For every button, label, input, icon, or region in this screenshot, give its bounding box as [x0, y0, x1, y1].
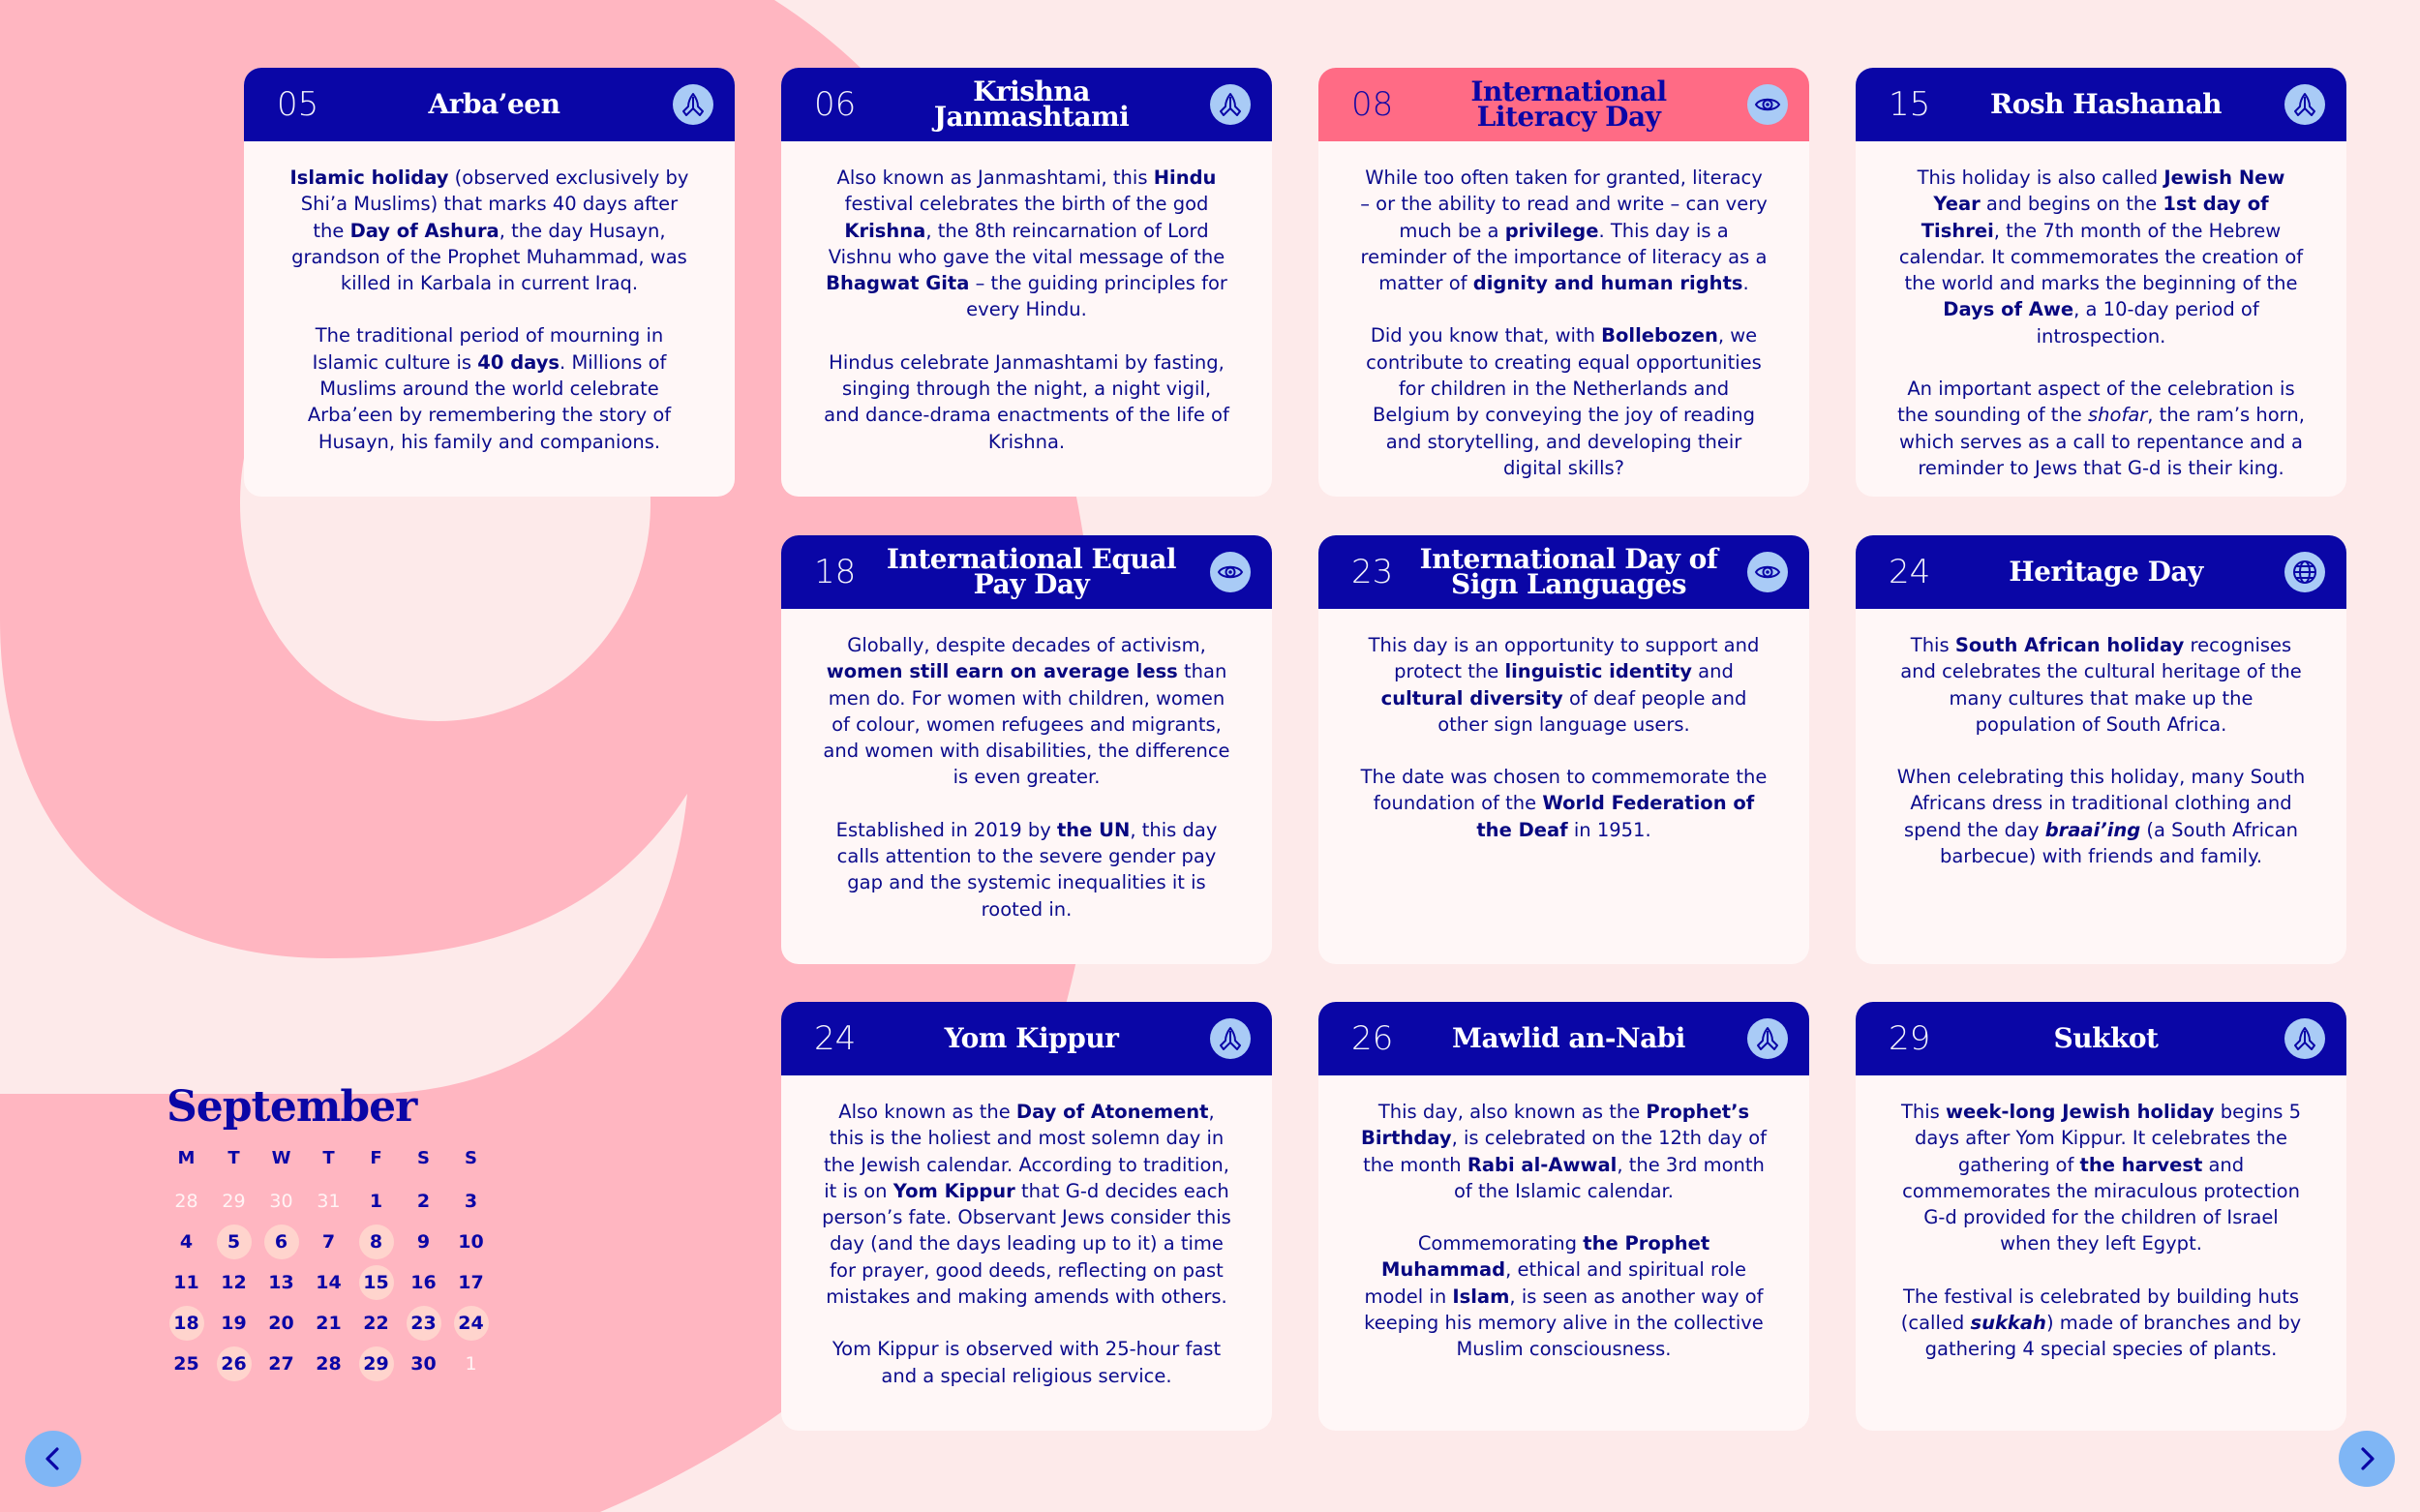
calendar-day-number: 30 [410, 1353, 437, 1375]
next-month-button[interactable] [2339, 1431, 2395, 1487]
calendar-day[interactable] [305, 1344, 352, 1384]
text-run: festival celebrates the birth of the god [844, 193, 1209, 216]
calendar-day[interactable] [163, 1262, 210, 1303]
text-run: , this day calls attention to the severe gender pay gap and the systemic inequalities it is rooted in. [836, 818, 1218, 921]
calendar-day-number: 5 [217, 1225, 252, 1259]
calendar-day-number: 28 [174, 1191, 198, 1212]
calendar-day[interactable] [400, 1344, 447, 1384]
card-paragraph [822, 349, 1231, 455]
card-title: Rosh Hashanah [1989, 88, 2223, 120]
emphasis-run: 40 days [477, 350, 560, 374]
emphasis-run: World Federation of the Deaf [1476, 792, 1755, 841]
card-description [781, 141, 1272, 497]
card-title: Sukkot [2053, 1022, 2159, 1054]
emphasis-run: Day of Ashura [349, 219, 499, 242]
calendar-day-number: 1 [465, 1353, 477, 1375]
text-run: recognises and celebrates the cultural heritage of the many cultures that make up the population of South Africa. [1900, 634, 2302, 736]
calendar-day-number: 16 [410, 1272, 437, 1293]
month-calendar [163, 1082, 492, 1384]
text-run: Hindus celebrate Janmashtami by fasting, singing through the night, a night vigil, and dance-drama enactments of the life of Krishna. [824, 350, 1229, 453]
card-title: Yom Kippur [944, 1022, 1119, 1054]
text-run: , this is the holiest and most solemn day in the Jewish calendar. According to tradition, it is on [824, 1101, 1229, 1202]
text-run: , the ram’s horn, which serves as a call to repentance and a reminder to Jews that G-d is their king. [1898, 404, 2305, 479]
card-description [1856, 1075, 2346, 1408]
card-header [781, 68, 1272, 141]
praying-hands-icon[interactable] [1210, 84, 1251, 125]
calendar-day-number: 6 [264, 1225, 299, 1259]
emphasis-run: Prophet’s Birthday [1360, 1101, 1750, 1150]
card-description [244, 141, 735, 497]
card-description [1856, 609, 2346, 915]
emphasis-run: cultural diversity [1380, 686, 1563, 710]
calendar-day-highlighted[interactable] [210, 1222, 257, 1262]
calendar-day-highlighted[interactable] [352, 1222, 400, 1262]
praying-hands-icon[interactable] [2284, 84, 2325, 125]
card-day-number: 24 [814, 1019, 857, 1058]
emphasis-run: Yom Kippur [892, 1179, 1015, 1202]
calendar-day-highlighted[interactable] [447, 1303, 495, 1344]
text-run: This day is an opportunity to support and protect the [1368, 634, 1760, 683]
calendar-day-number: 3 [464, 1191, 478, 1212]
text-run: begins 5 days after Yom Kippur. It celebrates the gathering of [1914, 1101, 2302, 1176]
calendar-day[interactable] [210, 1181, 257, 1222]
calendar-day-number: 20 [268, 1313, 294, 1334]
holiday-card-janmashtami [781, 68, 1272, 497]
card-paragraph [1359, 764, 1769, 843]
card-paragraph [1359, 322, 1769, 481]
calendar-day-number: 28 [316, 1353, 342, 1375]
calendar-day[interactable] [447, 1344, 495, 1384]
text-run: and [1691, 660, 1734, 683]
card-paragraph [1896, 376, 2306, 481]
emphasis-run: 1st day of Tishrei [1921, 193, 2269, 242]
calendar-day[interactable] [352, 1181, 400, 1222]
card-title: Heritage Day [2009, 556, 2203, 588]
eye-icon[interactable] [1210, 552, 1251, 592]
weekday-label: S [417, 1148, 430, 1168]
holiday-card-arbaeen [244, 68, 735, 497]
holiday-card-signlang [1318, 535, 1809, 964]
text-run: , the 8th reincarnation of Lord Vishnu who gave the vital message of the [828, 219, 1225, 268]
text-run: , we contribute to creating equal opportunities for children in the Netherlands and Belgium by conveying the joy of reading and storytelling, and developing their digital skills? [1366, 324, 1762, 479]
text-run: , a 10-day period of introspection. [2036, 298, 2259, 348]
emphasis-run: the harvest [2079, 1153, 2203, 1176]
calendar-day[interactable] [257, 1344, 305, 1384]
emphasis-run: Islam [1452, 1285, 1510, 1308]
calendar-day[interactable] [400, 1181, 447, 1222]
calendar-day-number: 11 [173, 1272, 199, 1293]
calendar-day[interactable] [163, 1181, 210, 1222]
calendar-day-number: 12 [221, 1272, 247, 1293]
calendar-day-highlighted[interactable] [352, 1262, 400, 1303]
emphasis-run: dignity and human rights [1472, 272, 1743, 295]
card-paragraph [1896, 632, 2306, 738]
card-header [1318, 68, 1809, 141]
text-run: , is seen as another way of keeping his memory alive in the collective Muslim consciousness. [1364, 1285, 1764, 1361]
calendar-day-number: 18 [169, 1306, 204, 1341]
weekday-label: W [271, 1148, 291, 1168]
emphasis-run: shofar [2088, 404, 2148, 427]
card-day-number: 18 [814, 553, 857, 591]
calendar-day-number: 22 [363, 1313, 389, 1334]
text-run: While too often taken for granted, literacy – or the ability to read and write – can very much be a [1360, 166, 1768, 242]
card-title: International Equal Pay Day [886, 543, 1177, 600]
praying-hands-icon[interactable] [673, 84, 713, 125]
emphasis-run: Hindu [1153, 166, 1217, 189]
text-run: Commemorating [1417, 1232, 1584, 1255]
card-header [244, 68, 735, 141]
text-run: Also known as the [838, 1101, 1016, 1123]
calendar-day[interactable] [305, 1262, 352, 1303]
calendar-day[interactable] [257, 1262, 305, 1303]
eye-icon[interactable] [1747, 84, 1788, 125]
card-description [781, 1075, 1272, 1431]
chevron-left-icon [39, 1444, 68, 1473]
calendar-day-number: 9 [416, 1231, 431, 1253]
text-run: and commemorates the miraculous protection G-d provided for the children of Israel when they left Egypt. [1902, 1153, 2300, 1255]
card-paragraph [822, 632, 1231, 791]
calendar-day-number: 13 [268, 1272, 294, 1293]
text-run: The festival is celebrated by building huts (called [1900, 1285, 2300, 1335]
calendar-day[interactable] [257, 1181, 305, 1222]
emphasis-run: Islamic holiday [289, 166, 449, 189]
card-paragraph [822, 1336, 1231, 1389]
text-run: The date was chosen to commemorate the foundation of the [1360, 766, 1768, 815]
card-day-number: 24 [1889, 553, 1931, 591]
emphasis-run: sukkah [1970, 1312, 2046, 1335]
calendar-day[interactable] [447, 1222, 495, 1262]
card-paragraph [1896, 165, 2306, 349]
text-run: Globally, despite decades of activism, [847, 634, 1206, 656]
emphasis-run: braai’ing [2044, 818, 2141, 841]
text-run: in 1951. [1567, 818, 1651, 841]
card-description [1318, 141, 1809, 497]
calendar-day[interactable] [257, 1303, 305, 1344]
text-run: (a South African barbecue) with friends and family. [1939, 818, 2299, 868]
text-run: Yom Kippur is observed with 25-hour fast and a special religious service. [832, 1338, 1222, 1387]
previous-month-button[interactable] [25, 1431, 81, 1487]
card-paragraph [1896, 1284, 2306, 1363]
calendar-day[interactable] [305, 1303, 352, 1344]
calendar-day-highlighted[interactable] [163, 1303, 210, 1344]
text-run: of deaf people and other sign language users. [1437, 686, 1747, 736]
calendar-day-number: 21 [316, 1313, 342, 1334]
calendar-day[interactable] [210, 1303, 257, 1344]
weekday-label: M [177, 1148, 196, 1168]
card-description [1856, 141, 2346, 497]
text-run: . [1742, 272, 1749, 295]
eye-icon[interactable] [1747, 552, 1788, 592]
emphasis-run: Krishna [844, 219, 926, 242]
calendar-month-title: September [166, 1082, 417, 1132]
calendar-day-number: 29 [222, 1191, 246, 1212]
holiday-card-rosh [1856, 68, 2346, 497]
chevron-right-icon [2352, 1444, 2381, 1473]
calendar-day[interactable] [305, 1222, 352, 1262]
text-run: , is celebrated on the 12th day of the month [1363, 1127, 1768, 1176]
card-title: International Day of Sign Languages [1419, 543, 1718, 600]
calendar-day-highlighted[interactable] [352, 1344, 400, 1384]
calendar-day-number: 8 [359, 1225, 394, 1259]
text-run: , ethical and spiritual role model in [1364, 1258, 1746, 1308]
text-run: The traditional period of mourning in Islamic culture is [312, 324, 664, 374]
card-day-number: 23 [1351, 553, 1394, 591]
card-title: Mawlid an-Nabi [1452, 1022, 1685, 1054]
calendar-day-number: 24 [454, 1306, 489, 1341]
card-day-number: 26 [1351, 1019, 1394, 1058]
card-paragraph [1896, 764, 2306, 869]
text-run: When celebrating this holiday, many South Africans dress in traditional clothing and spend the day [1896, 766, 2306, 841]
calendar-day-number: 17 [458, 1272, 484, 1293]
text-run: than men do. For women with children, women of colour, women refugees and migrants, and women with disabilities, the difference is even greater. [823, 660, 1230, 789]
card-header [1318, 535, 1809, 609]
calendar-day-number: 2 [416, 1191, 431, 1212]
card-paragraph [1896, 1099, 2306, 1257]
emphasis-run: Rabi al-Awwal [1467, 1153, 1618, 1176]
calendar-day-number: 29 [359, 1346, 394, 1381]
card-header [781, 1002, 1272, 1075]
calendar-day-number: 4 [179, 1231, 194, 1253]
calendar-day-number: 15 [359, 1265, 394, 1300]
calendar-day[interactable] [163, 1222, 210, 1262]
emphasis-run: Bhagwat Gita [826, 272, 970, 295]
card-title: Arba’een [428, 88, 560, 120]
card-header [1318, 1002, 1809, 1075]
text-run: This [1910, 634, 1955, 656]
text-run: This [1900, 1101, 1946, 1123]
calendar-day[interactable] [163, 1344, 210, 1384]
text-run: This holiday is also called [1917, 166, 2164, 189]
card-day-number: 06 [814, 85, 857, 124]
card-title: International Literacy Day [1470, 76, 1667, 133]
text-run: that G-d decides each person’s fate. Observant Jews consider this day (and the days leading up to it) a time for prayer, good deeds, reflecting on past mistakes and making amends with others. [822, 1179, 1231, 1309]
text-run: , the day Husayn, grandson of the Prophet Muhammad, was killed in Karbala in current Iraq. [291, 219, 687, 295]
text-run: (observed exclusively by Shi’a Muslims) that marks 40 days after the [300, 166, 689, 242]
praying-hands-icon[interactable] [1747, 1018, 1788, 1059]
calendar-day-number: 31 [317, 1191, 341, 1212]
weekday-label: F [370, 1148, 382, 1168]
card-paragraph [1359, 632, 1769, 738]
calendar-day-number: 1 [369, 1191, 383, 1212]
emphasis-run: Bollebozen [1601, 324, 1718, 348]
calendar-day-number: 30 [269, 1191, 293, 1212]
card-paragraph [1359, 1099, 1769, 1204]
emphasis-run: privilege [1504, 219, 1599, 242]
text-run: . Millions of Muslims around the world celebrate Arba’een by remembering the story of Husayn, his family and companions. [307, 350, 672, 453]
emphasis-run: Day of Atonement [1015, 1101, 1209, 1123]
weekday-label: S [465, 1148, 477, 1168]
card-header [1856, 535, 2346, 609]
text-run: Established in 2019 by [835, 818, 1057, 841]
calendar-day-number: 26 [217, 1346, 252, 1381]
calendar-day-number: 27 [268, 1353, 294, 1375]
holiday-card-mawlid [1318, 1002, 1809, 1431]
calendar-day-number: 23 [407, 1306, 441, 1341]
emphasis-run: Jewish New Year [1933, 166, 2285, 216]
card-paragraph [1359, 1230, 1769, 1362]
card-paragraph [822, 165, 1231, 323]
calendar-day[interactable] [305, 1181, 352, 1222]
holiday-card-yomkippur [781, 1002, 1272, 1431]
text-run: This day, also known as the [1377, 1101, 1647, 1123]
text-run: – the guiding principles for every Hindu. [966, 272, 1227, 321]
calendar-day-highlighted[interactable] [257, 1222, 305, 1262]
card-day-number: 15 [1889, 85, 1931, 124]
text-run: Did you know that, with [1370, 324, 1602, 348]
calendar-day-number: 25 [173, 1353, 199, 1375]
calendar-day[interactable] [352, 1303, 400, 1344]
calendar-day-number: 14 [316, 1272, 342, 1293]
text-run: . This day is a reminder of the importance of literacy as a matter of [1360, 219, 1768, 295]
praying-hands-icon[interactable] [1210, 1018, 1251, 1059]
calendar-day[interactable] [210, 1262, 257, 1303]
emphasis-run: South African holiday [1954, 634, 2185, 656]
card-paragraph [285, 165, 694, 296]
card-day-number: 05 [277, 85, 319, 124]
text-run: , the 3rd month of the Islamic calendar. [1453, 1153, 1765, 1202]
calendar-day-highlighted[interactable] [400, 1303, 447, 1344]
praying-hands-icon[interactable] [2284, 1018, 2325, 1059]
emphasis-run: linguistic identity [1504, 660, 1692, 683]
holiday-card-sukkot [1856, 1002, 2346, 1431]
card-header [781, 535, 1272, 609]
text-run: An important aspect of the celebration is the sounding of the [1897, 378, 2295, 427]
card-description [781, 609, 1272, 964]
calendar-day-number: 10 [458, 1231, 484, 1253]
card-day-number: 08 [1351, 85, 1394, 124]
weekday-label: T [227, 1148, 240, 1168]
emphasis-run: the UN [1056, 818, 1131, 841]
holiday-card-equalpay [781, 535, 1272, 964]
text-run: ) made of branches and by gathering 4 special species of plants. [1924, 1312, 2302, 1361]
calendar-day[interactable] [400, 1222, 447, 1262]
calendar-grid [163, 1148, 492, 1384]
calendar-day-highlighted[interactable] [210, 1344, 257, 1384]
card-day-number: 29 [1889, 1019, 1931, 1058]
card-paragraph [285, 322, 694, 454]
emphasis-run: Days of Awe [1943, 298, 2074, 321]
card-title: Krishna Janmashtami [933, 76, 1130, 133]
emphasis-run: week-long Jewish holiday [1945, 1101, 2215, 1123]
calendar-day-number: 19 [221, 1313, 247, 1334]
calendar-day[interactable] [400, 1262, 447, 1303]
card-paragraph [822, 1099, 1231, 1310]
emphasis-run: women still earn on average less [826, 660, 1178, 683]
card-paragraph [1359, 165, 1769, 296]
text-run: Also known as Janmashtami, this [836, 166, 1154, 189]
calendar-day[interactable] [447, 1181, 495, 1222]
text-run: , the 7th month of the Hebrew calendar. It commemorates the creation of the world and marks the beginning of the [1898, 219, 2304, 295]
holiday-card-heritage [1856, 535, 2346, 964]
holiday-card-literacy [1318, 68, 1809, 497]
calendar-day[interactable] [447, 1262, 495, 1303]
card-paragraph [822, 817, 1231, 922]
text-run: and begins on the [1980, 193, 2163, 216]
calendar-day-number: 7 [321, 1231, 336, 1253]
card-description [1318, 609, 1809, 889]
card-description [1318, 1075, 1809, 1408]
card-header [1856, 1002, 2346, 1075]
globe-icon[interactable] [2284, 552, 2325, 592]
card-header [1856, 68, 2346, 141]
emphasis-run: the Prophet Muhammad [1381, 1232, 1710, 1282]
weekday-label: T [322, 1148, 335, 1168]
